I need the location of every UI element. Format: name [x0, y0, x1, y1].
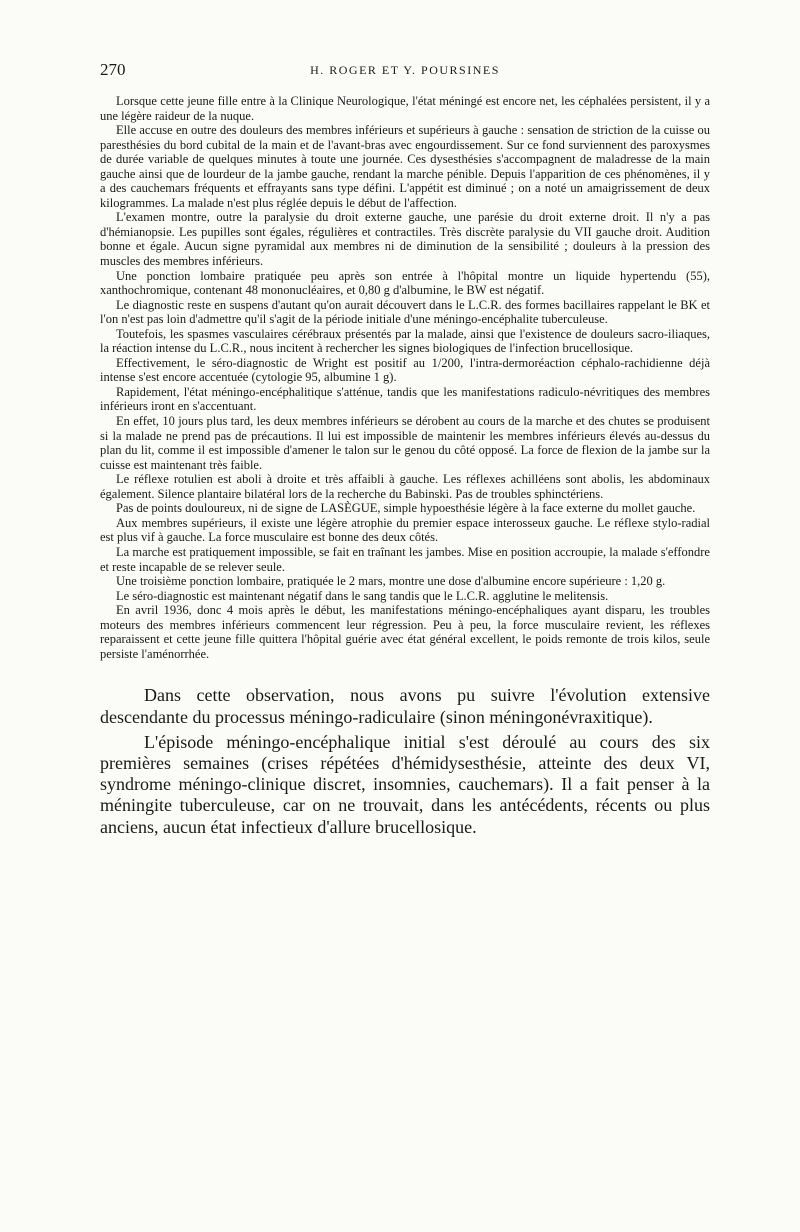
paragraph: Le séro-diagnostic est maintenant négatif dans le sang tandis que le L.C.R. agglutine le melitensis.: [116, 588, 609, 603]
page-number: 270: [100, 60, 126, 79]
paragraph: En effet, 10 jours plus tard, les deux membres inférieurs se dérobent au cours de la marche et des chutes se produisent si la malade ne prend pas de précautions. Il lui est impossible de maintenir les membres inférieurs élevés au-dessus du plan du lit, comme il est impossible d'amener le talon sur le genou du côté opposé. La force de flexion de la jambe sur la cuisse est maintenant très faible.: [100, 414, 710, 472]
paragraph: L'examen montre, outre la paralysie du droit externe gauche, une parésie du droit externe droit. Il n'y a pas d'hémianopsie. Les pupilles sont égales, régulières et contractiles. Très discrète paralysie du VII gauche droit. Audition bonne et égale. Aucun signe pyramidal aux membres ni de diminution de la sensibilité ; douleurs à la pression des muscles des membres inférieurs.: [100, 210, 710, 269]
paragraph: Toutefois, les spasmes vasculaires cérébraux présentés par la malade, ainsi que l'existence de douleurs sacro-iliaques, la réaction intense du L.C.R., nous incitent à rechercher les signes biologiques de l'infection brucellosique.: [100, 326, 710, 356]
paragraph: Aux membres supérieurs, il existe une légère atrophie du premier espace interosseux gauche. Le réflexe stylo-radial est plus vif à gauche. La force musculaire est bonne des deux côtés.: [100, 515, 710, 545]
paragraph: Effectivement, le séro-diagnostic de Wright est positif au 1/200, l'intra-dermoréaction céphalo-rachidienne déjà intense s'est encore accentuée (cytologie 95, albumine 1 g).: [100, 355, 710, 385]
paragraph: La marche est pratiquement impossible, se fait en traînant les jambes. Mise en position accroupie, la malade s'effondre et reste incapable de se relever seule.: [100, 544, 710, 574]
running-head: H. ROGER ET Y. POURSINES: [310, 63, 500, 77]
paragraph: Le diagnostic reste en suspens d'autant qu'on aurait découvert dans le L.C.R. des formes bacillaires rappelant le BK et l'on n'est pas loin d'admettre qu'il s'agit de la période initiale d'une méningo-encéphalite tuberculeuse.: [100, 297, 710, 327]
case-report-block: [100, 94, 710, 661]
document-page: [100, 60, 710, 838]
paragraph: Rapidement, l'état méningo-encéphalitique s'atténue, tandis que les manifestations radiculo-névritiques des membres inférieurs iront en s'accentuant.: [100, 384, 710, 414]
paragraph: Une troisième ponction lombaire, pratiquée le 2 mars, montre une dose d'albumine encore supérieure : 1,20 g.: [116, 574, 666, 589]
paragraph: L'épisode méningo-encéphalique initial s'est déroulé au cours des six premières semaines (crises répétées d'hémidysesthésie, atteinte des deux VI, syndrome méningo-clinique discret, insomnies, cauchemars). Il a fait penser à la méningite tuberculeuse, car on ne trouvait, dans les antécédents, récents ou plus anciens, aucun état infectieux d'allure brucellosique.: [100, 731, 710, 837]
paragraph: Pas de points douloureux, ni de signe de LASÈGUE, simple hypoesthésie légère à la face externe du mollet gauche.: [116, 501, 696, 516]
paragraph: Lorsque cette jeune fille entre à la Clinique Neurologique, l'état méningé est encore net, les céphalées persistent, il y a une légère raideur de la nuque.: [100, 94, 710, 123]
paragraph: En avril 1936, donc 4 mois après le début, les manifestations méningo-encéphaliques ayant disparu, les troubles moteurs des membres inférieurs commencent leur régression. Peu à peu, la force musculaire revient, les réflexes reparaissent et cette jeune fille quittera l'hôpital guérie avec état général excellent, le poids remonte de trois kilos, seule persiste l'aménorrhée.: [100, 603, 710, 661]
page-header: [100, 60, 710, 84]
paragraph: Elle accuse en outre des douleurs des membres inférieurs et supérieurs à gauche : sensation de striction de la cuisse ou paresthésies du bord cubital de la main et de l'avant-bras avec engourdissement. Sur ce fond surviennent des paroxysmes de durée variable de quelques minutes à toute une journée. Ces dysesthésies s'accompagnent de maladresse de la main gauche ainsi que de lourdeur de la jambe gauche, rendant la marche pénible. Depuis l'apparition de ces phénomènes, il y a des cauchemars fréquents et effrayants sans type défini. L'appétit est diminué ; on a noté un amaigrissement de deux kilogrammes. La malade n'est plus réglée depuis le début de l'affection.: [100, 123, 710, 210]
paragraph: Dans cette observation, nous avons pu suivre l'évolution extensive descendante du processus méningo-radiculaire (sinon méningonévraxitique).: [100, 685, 710, 727]
paragraph: Une ponction lombaire pratiquée peu après son entrée à l'hôpital montre un liquide hypertendu (55), xanthochromique, contenant 48 mononucléaires, et 0,80 g d'albumine, le BW est négatif.: [100, 268, 710, 298]
paragraph: Le réflexe rotulien est aboli à droite et très affaibli à gauche. Les réflexes achilléens sont abolis, les abdominaux également. Silence plantaire bilatéral lors de la recherche du Babinski. Pas de troubles sphinctériens.: [100, 472, 710, 501]
discussion-block: [100, 685, 710, 837]
